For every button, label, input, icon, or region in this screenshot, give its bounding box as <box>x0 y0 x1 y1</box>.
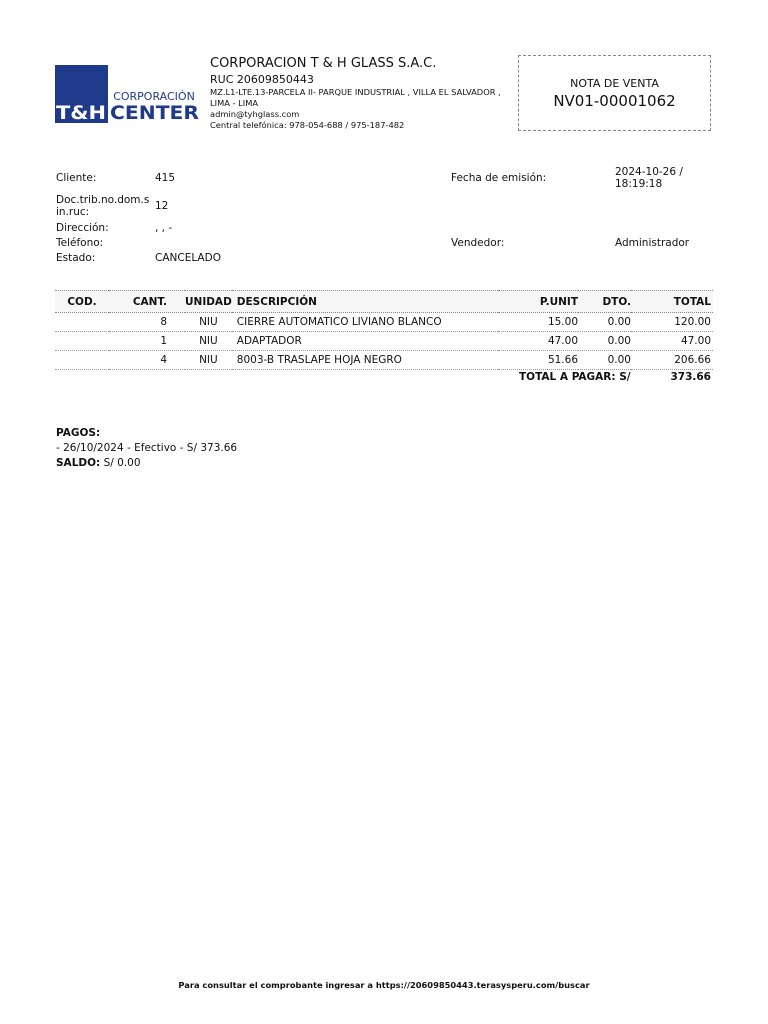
cell-cant: 1 <box>109 332 185 351</box>
estado-label: Estado: <box>56 252 96 264</box>
company-ruc: RUC 20609850443 <box>210 73 314 86</box>
table-header-row <box>55 291 713 313</box>
cell-desc: CIERRE AUTOMATICO LIVIANO BLANCO <box>232 313 498 332</box>
company-name: CORPORACION T & H GLASS S.A.C. <box>210 56 437 71</box>
company-phone: Central telefónica: 978-054-688 / 975-187-482 <box>210 120 405 130</box>
payments-section <box>56 426 237 471</box>
document-number: NV01-00001062 <box>553 92 676 110</box>
direccion-label: Dirección: <box>56 222 109 234</box>
cell-desc: ADAPTADOR <box>232 332 498 351</box>
saldo-value: S/ 0.00 <box>103 457 141 469</box>
header-dto: DTO. <box>578 291 631 313</box>
payments-title: PAGOS: <box>56 427 101 439</box>
telefono-label: Teléfono: <box>56 237 104 249</box>
doc-label: Doc.trib.no.dom.sin.ruc: <box>56 194 150 218</box>
logo-center-text: CENTER <box>110 102 200 123</box>
company-email: admin@tyhglass.com <box>210 109 300 119</box>
items-table <box>55 290 713 370</box>
cell-unidad: NIU <box>185 332 232 351</box>
logo-th-text: T&H <box>56 102 106 123</box>
cell-dto: 0.00 <box>578 313 631 332</box>
cell-total: 206.66 <box>631 351 713 370</box>
header-total: TOTAL <box>631 291 713 313</box>
header-desc: DESCRIPCIÓN <box>232 291 498 313</box>
header-cod: COD. <box>55 291 109 313</box>
cell-punit: 15.00 <box>498 313 578 332</box>
table-row <box>55 313 713 332</box>
direccion-value: , , - <box>155 222 173 234</box>
cell-cod <box>55 313 109 332</box>
fecha-value: 2024-10-26 / 18:19:18 <box>615 166 683 190</box>
cell-cod <box>55 332 109 351</box>
cell-unidad: NIU <box>185 351 232 370</box>
total-label: TOTAL A PAGAR: S/ <box>519 371 631 383</box>
header-cant: CANT. <box>109 291 185 313</box>
cell-cant: 4 <box>109 351 185 370</box>
logo-top-text: CORPORACIÓN <box>113 90 195 103</box>
company-logo <box>55 65 200 123</box>
cell-dto: 0.00 <box>578 351 631 370</box>
cell-cod <box>55 351 109 370</box>
total-value: 373.66 <box>670 371 711 383</box>
footer-note: Para consultar el comprobante ingresar a https://20609850443.terasysperu.com/buscar <box>178 980 590 990</box>
table-row <box>55 351 713 370</box>
cell-total: 120.00 <box>631 313 713 332</box>
estado-value: CANCELADO <box>155 252 221 264</box>
cell-unidad: NIU <box>185 313 232 332</box>
cell-desc: 8003-B TRASLAPE HOJA NEGRO <box>232 351 498 370</box>
payment-line: - 26/10/2024 - Efectivo - S/ 373.66 <box>56 442 238 454</box>
table-row <box>55 332 713 351</box>
cliente-value: 415 <box>155 172 176 184</box>
company-address: MZ.L1-LTE.13-PARCELA II- PARQUE INDUSTRIAL , VILLA EL SALVADOR , LIMA - LIMA <box>210 87 501 108</box>
cliente-label: Cliente: <box>56 172 97 184</box>
header-unidad: UNIDAD <box>185 291 232 313</box>
cell-dto: 0.00 <box>578 332 631 351</box>
fecha-label: Fecha de emisión: <box>451 172 547 184</box>
cell-cant: 8 <box>109 313 185 332</box>
document-box <box>518 55 711 131</box>
vendedor-value: Administrador <box>615 237 690 249</box>
cell-punit: 47.00 <box>498 332 578 351</box>
company-info <box>210 56 515 131</box>
header-punit: P.UNIT <box>498 291 578 313</box>
cell-total: 47.00 <box>631 332 713 351</box>
cell-punit: 51.66 <box>498 351 578 370</box>
document-type: NOTA DE VENTA <box>570 77 659 90</box>
saldo-label: SALDO: <box>56 457 101 469</box>
doc-value: 12 <box>155 200 169 212</box>
vendedor-label: Vendedor: <box>451 237 505 249</box>
